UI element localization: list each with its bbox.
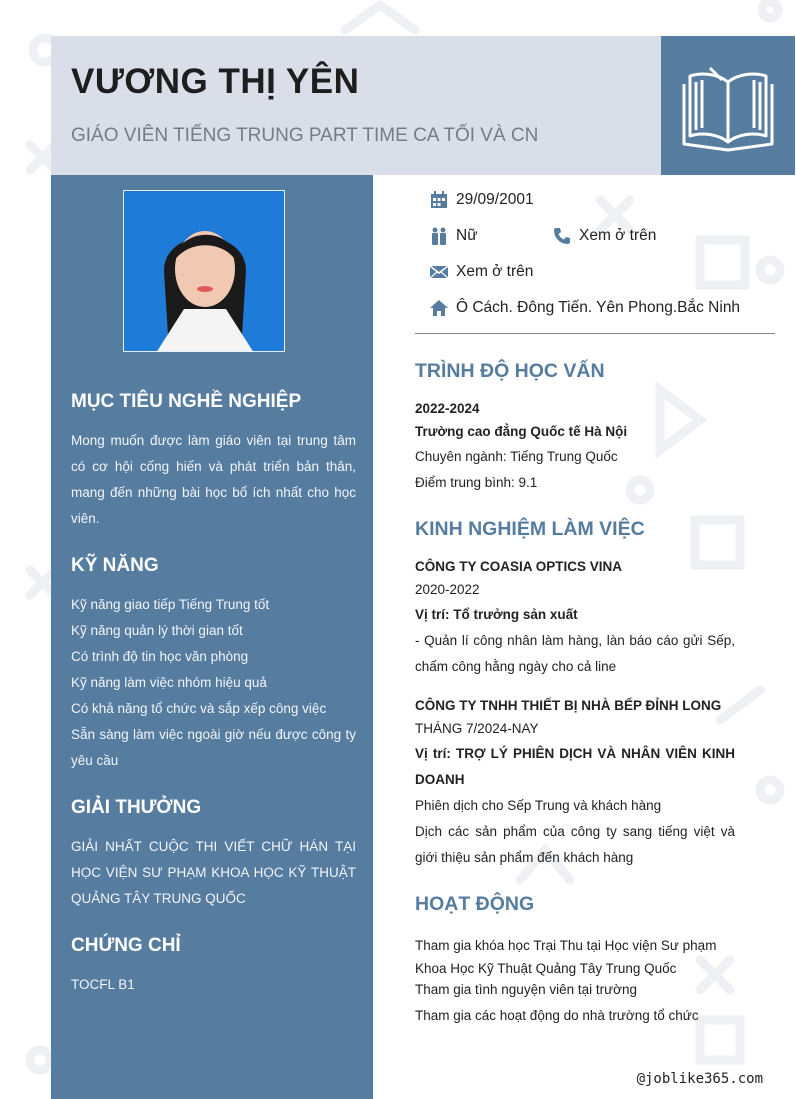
activity-item: Tham gia khóa học Trại Thu tại Học viện Sư phạm Khoa Học Kỹ Thuật Quảng Tây Trung Quốc — [415, 938, 717, 976]
job-description: Dịch các sản phẩm của công ty sang tiếng việt và giới thiệu sản phẩm đến khách hàng — [415, 824, 735, 865]
activity-item: Tham gia các hoạt động do nhà trường tổ chức — [415, 1008, 699, 1023]
phone-value: Xem ở trên — [579, 227, 657, 244]
divider — [415, 333, 775, 334]
objective-text: Mong muốn được làm giáo viên tại trung tâm có cơ hội cống hiến và phát triển bản thân, mang đến những bài học bổ ích nhất cho học viên. — [71, 433, 356, 526]
book-icon — [680, 58, 776, 154]
sidebar — [51, 175, 373, 1099]
home-icon — [430, 299, 448, 317]
education-school: Trường cao đẳng Quốc tế Hà Nội — [415, 424, 628, 439]
phone-row — [553, 227, 656, 245]
calendar-icon — [430, 191, 448, 209]
job-period: THÁNG 7/2024-NAY — [415, 721, 539, 736]
education-gpa: Điểm trung bình: 9.1 — [415, 475, 538, 490]
skill-item: Kỹ năng làm việc nhóm hiệu quả — [71, 675, 267, 690]
job-title: GIÁO VIÊN TIẾNG TRUNG PART TIME CA TỐI VÀ CN — [71, 125, 539, 146]
logo-box — [661, 36, 795, 175]
job-description: - Quản lí công nhân làm hàng, làn báo cáo gửi Sếp, chấm công hằng ngày cho cả line — [415, 633, 735, 674]
gender-row — [430, 227, 478, 245]
avatar — [124, 191, 285, 352]
watermark-text: @joblike365.com — [636, 1071, 763, 1087]
job-position: Vị trí: TRỢ LÝ PHIÊN DỊCH VÀ NHÂN VIÊN KINH DOANH — [415, 746, 735, 787]
envelope-icon — [430, 263, 448, 281]
certificate-heading: CHỨNG CHỈ — [71, 935, 181, 956]
candidate-name: VƯƠNG THỊ YÊN — [71, 62, 360, 101]
job-period: 2020-2022 — [415, 582, 480, 597]
skill-item: Kỹ năng giao tiếp Tiếng Trung tốt — [71, 597, 270, 612]
job-position: Vị trí: Tổ trưởng sản xuất — [415, 607, 578, 622]
gender-value: Nữ — [456, 227, 478, 244]
email-value: Xem ở trên — [456, 263, 534, 280]
education-major: Chuyên ngành: Tiếng Trung Quốc — [415, 449, 618, 464]
skills-heading: KỸ NĂNG — [71, 555, 159, 576]
education-period: 2022-2024 — [415, 401, 480, 416]
address-row — [430, 299, 740, 317]
phone-icon — [553, 227, 571, 245]
job-description: Phiên dịch cho Sếp Trung và khách hàng — [415, 798, 662, 813]
activity-item: Tham gia tình nguyện viên tại trường — [415, 982, 638, 997]
activities-heading: HOẠT ĐỘNG — [415, 893, 535, 915]
skill-item: Có khả năng tổ chức và sắp xếp công việc — [71, 701, 327, 716]
resume-header — [51, 36, 661, 175]
skills-list — [71, 592, 356, 774]
education-heading: TRÌNH ĐỘ HỌC VẤN — [415, 360, 605, 382]
dob-value: 29/09/2001 — [456, 191, 534, 208]
objective-heading: MỤC TIÊU NGHỀ NGHIỆP — [71, 391, 302, 412]
awards-heading: GIẢI THƯỞNG — [71, 797, 202, 818]
address-value: Ô Cách. Đông Tiến. Yên Phong.Bắc Ninh — [456, 299, 741, 316]
skill-item: Kỹ năng quản lý thời gian tốt — [71, 623, 243, 638]
job-company: CÔNG TY TNHH THIẾT BỊ NHÀ BẾP ĐỈNH LONG — [415, 698, 722, 713]
skill-item: Có trình độ tin học văn phòng — [71, 649, 249, 664]
job-company: CÔNG TY COASIA OPTICS VINA — [415, 559, 623, 574]
gender-icon — [430, 227, 448, 245]
profile-photo — [123, 190, 285, 352]
skill-item: Sẵn sàng làm việc ngoài giờ nếu được công ty yêu cầu — [71, 727, 356, 768]
dob-row — [430, 191, 534, 209]
certificate-text: TOCFL B1 — [71, 977, 135, 992]
email-row — [430, 263, 533, 281]
experience-heading: KINH NGHIỆM LÀM VIỆC — [415, 518, 645, 540]
awards-text: GIẢI NHẤT CUỘC THI VIẾT CHỮ HÁN TẠI HỌC VIỆN SƯ PHẠM KHOA HỌC KỸ THUẬT QUẢNG TÂY TRUNG QUỐC — [71, 839, 356, 906]
